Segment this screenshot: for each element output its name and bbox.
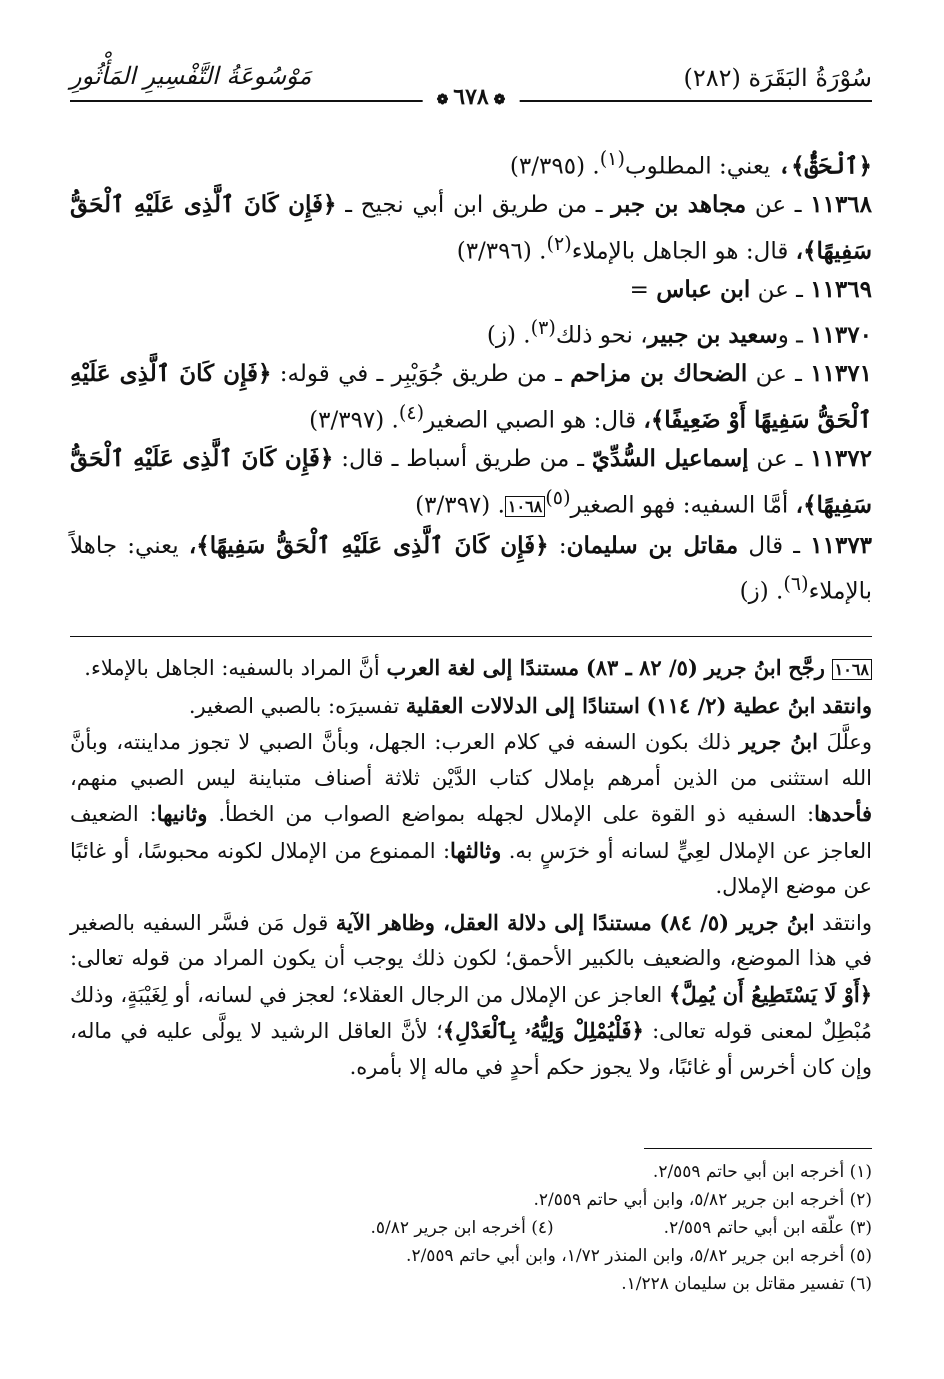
text: = [629, 276, 649, 303]
footnote: (١) أخرجه ابن أبي حاتم ٢/٥٥٩. [652, 1162, 872, 1182]
narration-number: ١١٣٧١ [810, 360, 872, 388]
scholar-name: ابنُ جرير [739, 729, 818, 754]
narration-number: ١١٣٦٩ [810, 275, 872, 303]
surah-title: سُوْرَةُ البَقَرَة (٢٨٢) [683, 64, 872, 92]
volume-ref: . (٣/٣٩٧) [309, 407, 399, 434]
volume-ref: (٥/ ٨٢ ـ ٨٣) [585, 655, 698, 680]
commentary-paragraph [70, 650, 872, 688]
text: ، نحو ذلك [555, 322, 648, 349]
text: يعني: جاهلاً بالإملاء [70, 532, 872, 605]
commentary-number-box: ١٠٦٨ [832, 659, 872, 680]
narrator-name: سعيد بن جبير [647, 321, 778, 349]
text: تفسيرَه: بالصبي الصغير. [188, 693, 400, 718]
narration-number: ١١٣٧٣ [810, 531, 873, 559]
text: وانتقد [822, 910, 872, 935]
commentary-paragraph [70, 688, 872, 725]
text: ذلك بكون السفه في كلام العرب: الجهل، وبأنَّ الصبي لا تجوز مداينته، وبأنَّ الله استثنى من الذين أمرهم بإملال كتاب الدَّيْن ثلاثة أصناف متباينة ليس الصبي منهم، [70, 730, 872, 790]
narrator-name: مجاهد بن جبر [611, 191, 747, 219]
commentary-paragraph [70, 905, 872, 1086]
text: ـ و [777, 322, 803, 349]
text: قال: هو الصبي الصغير [424, 407, 637, 434]
commentary-separator [70, 636, 872, 637]
footnote-row [70, 1214, 872, 1242]
text: ـ قال [748, 532, 801, 559]
narration-11370 [70, 309, 872, 355]
quran-quote: ﴿فَلْيُمْلِلْ وَلِيُّهُۥ بِٱلْعَدْلِ﴾ [442, 1018, 644, 1043]
text: وثانيها [156, 801, 208, 826]
quran-quote: ﴿فَإِن كَانَ ٱلَّذِى عَلَيْهِ ٱلْحَقُّ سَفِيهًا أَوْ ضَعِيفًا﴾، [70, 360, 872, 434]
volume-ref: (٥/ ٨٤) [659, 909, 730, 935]
scholar-name: ابنُ جرير [704, 655, 782, 680]
scholar-name: ابنُ عطية [733, 692, 816, 718]
text: : [558, 532, 567, 559]
text: أمَّا السفيه: فهو الصغير [570, 492, 789, 519]
text: قول مَن فسَّر السفيه بالصغير في هذا الموضع، والضعيف بالكبير الأحمق؛ لكون ذلك يوجب أن يكون المراد من قوله تعالى: [70, 910, 872, 970]
footnote: (٤) أخرجه ابن جرير ٥/٨٢. [370, 1218, 554, 1238]
text: رجَّح [788, 655, 825, 680]
page-number [423, 84, 520, 110]
text: ـ من طريق جُوَيْبِر ـ في قوله: [279, 361, 562, 388]
narration-11373 [70, 527, 872, 612]
quran-quote: ﴿فَإِن كَانَ ٱلَّذِى عَلَيْهِ ٱلْحَقُّ سَفِيهًا﴾، [70, 445, 872, 519]
text: وانتقد [822, 692, 872, 718]
quran-quote: ﴿فَإِن كَانَ ٱلَّذِى عَلَيْهِ ٱلْحَقُّ سَفِيهًا﴾، [188, 531, 549, 559]
text: وعلَّلَ [826, 730, 872, 754]
narrator-name: ابن عباس [656, 275, 751, 303]
narration-number: ١١٣٦٨ [810, 191, 873, 219]
footnote: (٥) أخرجه ابن جرير ٥/٨٢، وابن المنذر ١/٧٢، وابن أبي حاتم ٢/٥٥٩. [406, 1246, 872, 1266]
volume-ref: . (ز) [486, 322, 531, 349]
page-number-text: ٦٧٨ [453, 84, 489, 110]
footnote-ref: (٦) [783, 572, 809, 596]
text: ـ عن [754, 192, 802, 219]
volume-ref: (٢/ ١١٤) [646, 692, 727, 718]
commentary-paragraph [70, 724, 872, 905]
text: استنادًا إلى الدلالات العقلية [405, 692, 640, 718]
narrator-name: إسماعيل السُّدِّيّ [591, 445, 749, 473]
narration-number: ١١٣٧٠ [810, 321, 872, 349]
footnote-ref: (١) [599, 147, 625, 170]
text: : الممنوع من الإملال لكونه محبوسًا، أو غائبًا عن موضع الإملال. [70, 838, 872, 898]
volume-ref: . (٣/٣٩٦) [456, 238, 547, 265]
narration-11371 [70, 355, 872, 440]
footnotes [70, 1158, 872, 1298]
footnote: (٦) تفسير مقاتل بن سليمان ١/٢٢٨. [621, 1274, 872, 1294]
text: : السفيه ذو القوة على الإملال لجهله بمواضع الصواب من الخطأ. [218, 802, 815, 826]
footnote-separator [644, 1148, 872, 1149]
page-header [70, 62, 872, 110]
text: ـ من طريق أسباط ـ قال: [341, 446, 584, 473]
text: فأحدها [814, 801, 872, 826]
scholar-name: ابنُ جرير [736, 909, 815, 935]
footnote-ref: (٢) [546, 231, 572, 255]
quran-quote: ﴿ٱلْحَقُّ﴾، [777, 152, 872, 180]
commentary-section [70, 650, 872, 1085]
text: العاجز عن الإملال من الرجال العقلاء؛ لعجز في لسانه، أو لِغَيْبَةٍ، وذلك مُبْطِلٌ لمعنى قوله تعالى: [70, 982, 872, 1043]
text: مستندًا إلى لغة العرب [386, 655, 580, 680]
text: ـ من طريق ابن أبي نجيح ـ [345, 192, 603, 219]
narration-11368 [70, 186, 872, 271]
paragraph [70, 140, 872, 186]
book-title: مَوْسُوعَةُ التَّفْسِيرِ المَأْثُورِ [70, 62, 312, 90]
text: ـ عن [757, 276, 803, 303]
ornament-icon: ❁ [436, 92, 454, 108]
text: أنَّ المراد بالسفيه: الجاهل بالإملاء. [84, 656, 380, 680]
volume-ref: . (٣/٣٩٥) [509, 153, 600, 180]
text: مستندًا إلى دلالة العقل، وظاهر الآية [335, 909, 652, 935]
text: : الضعيف العاجز عن الإملال لعِيٍّ لسانه أو خرَسٍ به. [70, 802, 873, 863]
quran-quote: ﴿أَوْ لَا يَسْتَطِيعُ أَن يُمِلَّ﴾ [669, 981, 873, 1007]
narration-11369 [70, 271, 872, 310]
footnote-ref: (٥) [545, 485, 571, 509]
text: وثالثها [450, 837, 502, 863]
text: يعني: المطلوب [624, 153, 771, 180]
footnote-ref: (٤) [398, 400, 425, 424]
quran-quote: ﴿فَإِن كَانَ ٱلَّذِى عَلَيْهِ ٱلْحَقُّ سَفِيهًا﴾، [70, 191, 872, 265]
text: ـ عن [755, 361, 802, 388]
commentary-ref-box[interactable]: ١٠٦٨ [505, 496, 545, 517]
narration-11372 [70, 440, 872, 527]
ornament-icon: ❁ [488, 92, 506, 108]
footnote-ref: (٣) [530, 316, 556, 340]
narration-number: ١١٣٧٢ [810, 445, 872, 473]
text: ؛ لأنَّ العاقل الرشيد لا يولَّى عليه في ماله، وإن كان أخرس أو غائبًا، ولا يجوز حكم أحدٍ في ماله إلا بأمره. [70, 1019, 872, 1079]
main-text [70, 140, 872, 611]
volume-ref: . (٣/٣٩٧) [415, 492, 505, 519]
footnote: (٣) علّقه ابن أبي حاتم ٢/٥٥٩. [663, 1218, 872, 1238]
footnote: (٢) أخرجه ابن جرير ٥/٨٢، وابن أبي حاتم ٢/٥٥٩. [533, 1190, 872, 1210]
text: قال: هو الجاهل بالإملاء [571, 238, 789, 265]
text: ـ عن [756, 446, 803, 473]
volume-ref: . (ز) [739, 578, 784, 605]
narrator-name: مقاتل بن سليمان [566, 531, 739, 559]
narrator-name: الضحاك بن مزاحم [570, 360, 748, 388]
